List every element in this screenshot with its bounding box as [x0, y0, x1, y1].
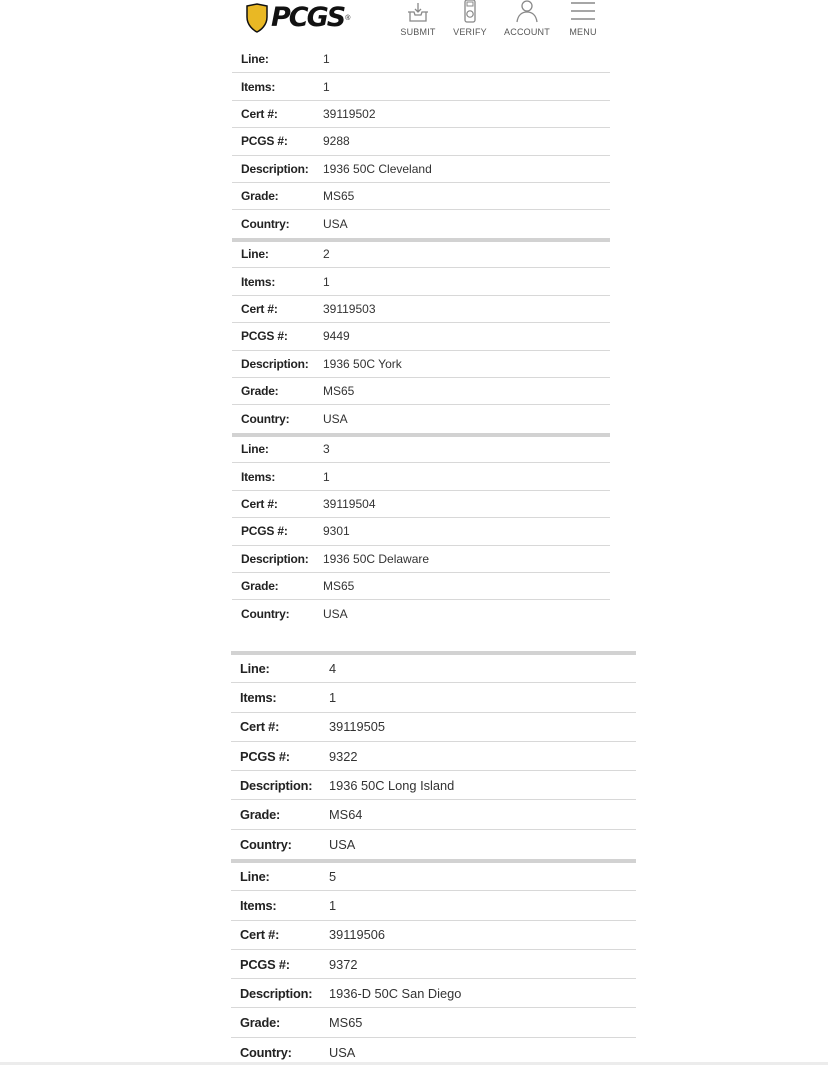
pcgs-value: 9301 [323, 524, 350, 539]
pcgs-value: 9372 [329, 956, 358, 972]
order-line-3 [232, 436, 610, 628]
logo-registered-mark: ® [345, 14, 351, 22]
row-cert [232, 101, 610, 128]
pcgs-value: 9449 [323, 329, 350, 344]
field-label: Country: [240, 1044, 292, 1060]
line-value: 4 [329, 660, 337, 676]
order-line-5 [231, 862, 636, 1065]
cert-value: 39119503 [323, 301, 376, 316]
nav-account[interactable] [503, 0, 551, 37]
cert-value: 39119502 [323, 106, 376, 121]
row-line [232, 436, 610, 463]
order-line-4 [231, 654, 636, 859]
line-value: 3 [323, 442, 330, 457]
cert-value: 39119504 [323, 496, 376, 511]
field-label: Description: [241, 161, 309, 176]
cert-value: 39119505 [329, 719, 385, 735]
items-value: 1 [323, 469, 330, 484]
row-pcgs [231, 950, 636, 979]
field-label: PCGS #: [241, 329, 288, 344]
items-value: 1 [323, 274, 330, 289]
field-label: Cert #: [240, 927, 280, 943]
row-items [232, 73, 610, 100]
field-label: Line: [241, 52, 269, 67]
grade-value: MS65 [323, 189, 355, 204]
field-label: Cert #: [241, 106, 278, 121]
row-grade [231, 800, 636, 829]
description-value: 1936 50C Delaware [323, 551, 430, 566]
field-label: PCGS #: [240, 748, 290, 764]
nav-account-label: ACCOUNT [504, 27, 550, 37]
row-grade [232, 573, 610, 600]
nav-menu[interactable] [566, 0, 600, 37]
shield-logo-icon [245, 3, 269, 33]
row-description [231, 771, 636, 800]
row-items [232, 268, 610, 295]
pcgs-value: 9322 [329, 748, 358, 764]
grade-value: MS65 [329, 1015, 363, 1031]
description-value: 1936 50C York [323, 356, 402, 371]
line-value: 5 [329, 868, 337, 884]
field-label: Line: [240, 868, 270, 884]
row-grade [232, 183, 610, 210]
field-label: Items: [240, 897, 277, 913]
row-items [232, 463, 610, 490]
field-label: Country: [241, 607, 290, 622]
order-line-1 [232, 46, 610, 238]
row-country [232, 210, 610, 237]
row-cert [232, 491, 610, 518]
grade-value: MS65 [323, 579, 355, 594]
row-cert [231, 713, 636, 742]
hamburger-menu-icon [570, 0, 596, 24]
field-label: Cert #: [240, 719, 280, 735]
verify-slab-icon [457, 0, 483, 24]
field-label: Description: [241, 356, 309, 371]
items-value: 1 [329, 689, 337, 705]
row-line [231, 654, 636, 683]
field-label: Items: [240, 689, 277, 705]
row-country [231, 1038, 636, 1065]
nav-submit-label: SUBMIT [400, 27, 436, 37]
field-label: Grade: [241, 189, 279, 204]
field-label: Grade: [241, 579, 279, 594]
field-label: Line: [241, 247, 269, 262]
field-label: Grade: [240, 807, 281, 823]
line-value: 2 [323, 247, 330, 262]
pcgs-logo[interactable] [245, 3, 350, 33]
row-description [232, 546, 610, 573]
row-pcgs [232, 518, 610, 545]
row-country [232, 600, 610, 627]
field-label: Description: [240, 777, 313, 793]
field-label: Items: [241, 79, 276, 94]
submit-tray-icon [405, 0, 431, 24]
row-pcgs [232, 128, 610, 155]
row-cert [231, 921, 636, 950]
field-label: Line: [240, 660, 270, 676]
field-label: PCGS #: [240, 956, 290, 972]
nav-submit[interactable] [398, 0, 438, 37]
field-label: PCGS #: [241, 134, 288, 149]
items-value: 1 [323, 79, 330, 94]
row-line [231, 862, 636, 891]
site-header [0, 0, 828, 45]
country-value: USA [323, 412, 348, 427]
field-label: Country: [241, 412, 290, 427]
row-pcgs [231, 742, 636, 771]
nav-menu-label: MENU [569, 27, 597, 37]
field-label: PCGS #: [241, 524, 288, 539]
field-label: Items: [241, 469, 276, 484]
field-label: Country: [240, 836, 292, 852]
pcgs-value: 9288 [323, 134, 350, 149]
field-label: Grade: [240, 1015, 281, 1031]
nav-verify-label: VERIFY [453, 27, 487, 37]
country-value: USA [323, 217, 348, 232]
field-label: Line: [241, 442, 269, 457]
field-label: Cert #: [241, 496, 278, 511]
account-person-icon [514, 0, 540, 24]
row-country [232, 405, 610, 432]
row-line [232, 46, 610, 73]
logo-wordmark: PCGS [271, 2, 345, 33]
row-items [231, 683, 636, 712]
description-value: 1936 50C Cleveland [323, 161, 432, 176]
cert-value: 39119506 [329, 927, 385, 943]
row-description [231, 979, 636, 1008]
field-label: Description: [241, 551, 309, 566]
order-line-2 [232, 241, 610, 433]
description-value: 1936 50C Long Island [329, 777, 455, 793]
country-value: USA [329, 1044, 356, 1060]
country-value: USA [329, 836, 356, 852]
row-grade [232, 378, 610, 405]
field-label: Description: [240, 985, 313, 1001]
nav-verify[interactable] [451, 0, 489, 37]
items-value: 1 [329, 897, 337, 913]
field-label: Items: [241, 274, 276, 289]
grade-value: MS64 [329, 807, 363, 823]
row-pcgs [232, 323, 610, 350]
line-value: 1 [323, 52, 330, 67]
field-label: Country: [241, 217, 290, 232]
description-value: 1936-D 50C San Diego [329, 985, 462, 1001]
grade-value: MS65 [323, 384, 355, 399]
row-line [232, 241, 610, 268]
country-value: USA [323, 607, 348, 622]
row-cert [232, 296, 610, 323]
row-items [231, 891, 636, 920]
row-country [231, 830, 636, 859]
row-description [232, 351, 610, 378]
row-grade [231, 1008, 636, 1037]
field-label: Cert #: [241, 301, 278, 316]
row-description [232, 156, 610, 183]
field-label: Grade: [241, 384, 279, 399]
